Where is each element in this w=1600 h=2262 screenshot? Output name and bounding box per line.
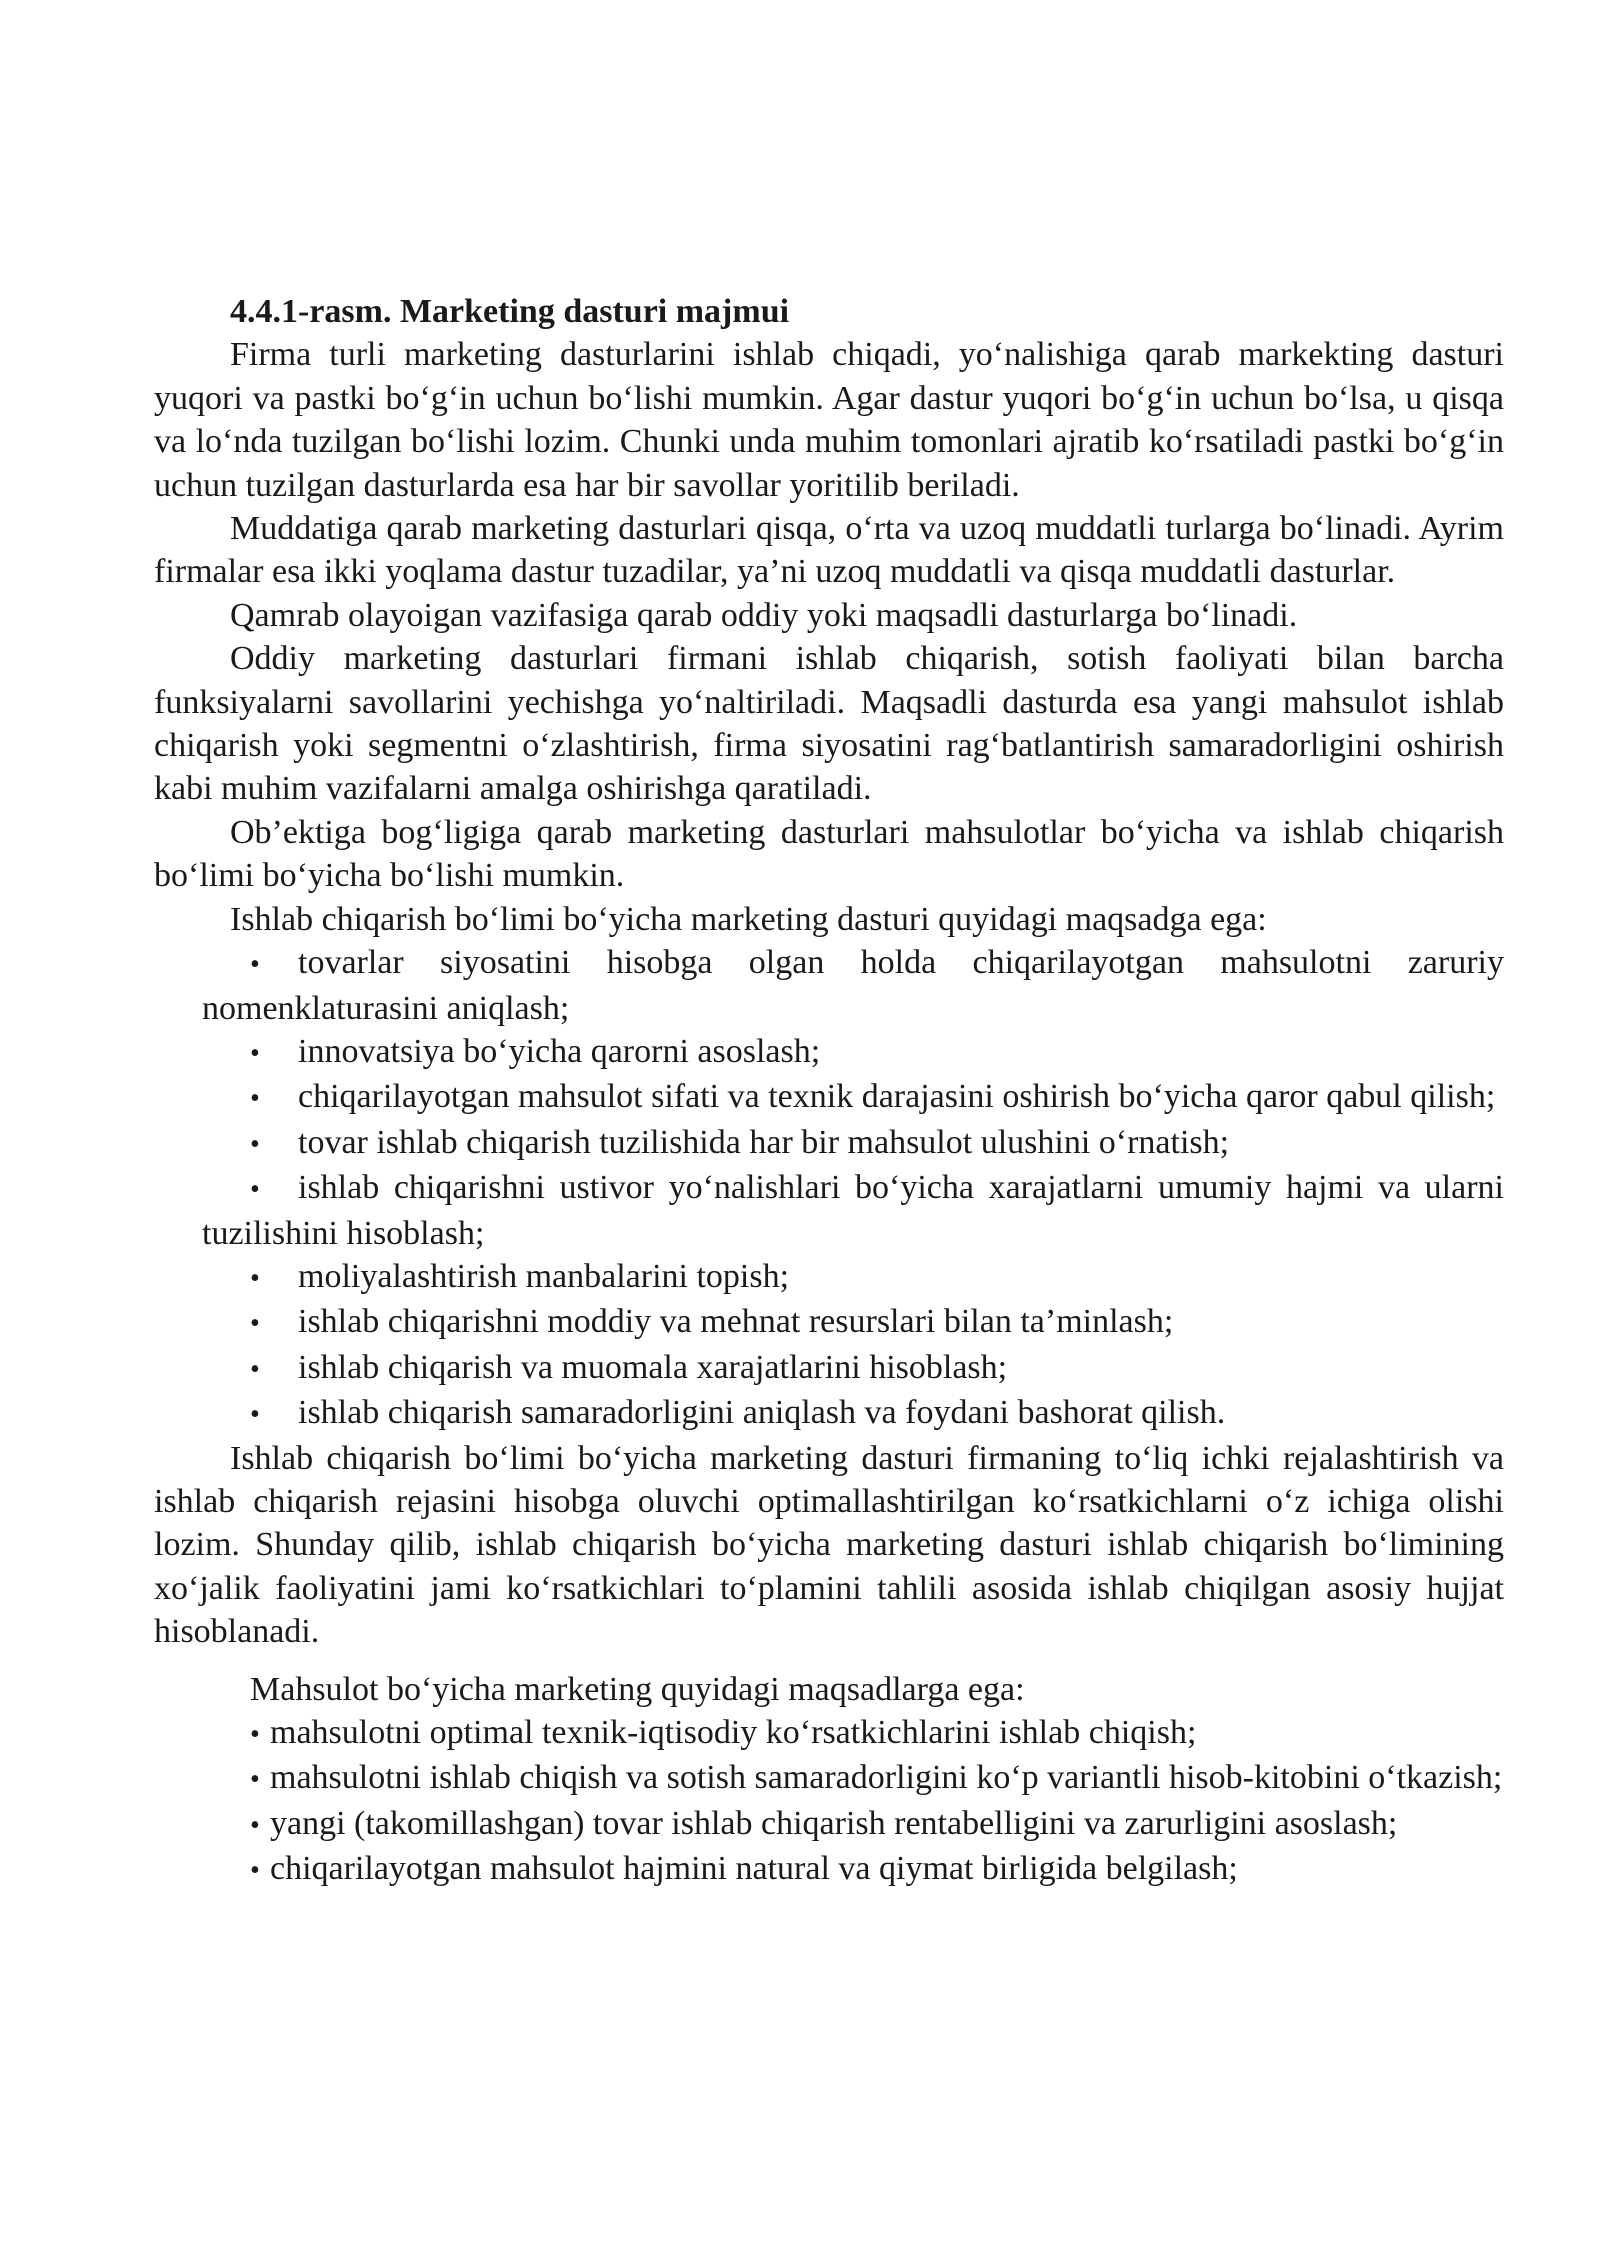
document-page <box>154 290 1504 1893</box>
list-item-text: chiqarilayotgan mahsulot sifati va texnik darajasini oshirish bo‘yicha qaror qabul qilish; <box>298 1078 1496 1116</box>
section-heading: Mahsulot bo‘yicha marketing quyidagi maqsadlarga ega: <box>250 1670 1025 1708</box>
bullet-icon: • <box>250 1719 260 1750</box>
bullet-icon: • <box>250 1308 260 1340</box>
list-item-text: innovatsiya bo‘yicha qarorni asoslash; <box>298 1032 821 1070</box>
figure-caption: 4.4.1-rasm. Marketing dasturi majmui <box>230 293 790 330</box>
bullet-icon: • <box>250 1353 260 1385</box>
paragraph: Muddatiga qarab marketing dasturlari qisqa, o‘rta va uzoq muddatli turlarga bo‘linadi. Ayrim firmalar esa ikki yoqlama dastur tuzadilar, ya’ni uzoq muddatli va qisqa muddatli dasturlar. <box>154 510 1504 591</box>
list-item-text: yangi (takomillashgan) tovar ishlab chiqarish rentabelligini va zarurligini asoslash; <box>270 1804 1398 1842</box>
paragraph: Ob’ektiga bog‘ligiga qarab marketing dasturlari mahsulotlar bo‘yicha va ishlab chiqarish bo‘limi bo‘yicha bo‘lishi mumkin. <box>154 813 1504 895</box>
bullet-icon: • <box>250 949 260 981</box>
list-item-text: ishlab chiqarishni moddiy va mehnat resurslari bilan ta’minlash; <box>298 1303 1174 1341</box>
bullet-icon: • <box>250 1855 260 1887</box>
list-item-text: moliyalashtirish manbalarini topish; <box>298 1257 790 1295</box>
bullet-icon: • <box>250 1128 260 1160</box>
list-item <box>202 1711 1504 1756</box>
bullet-list-product-goals <box>154 1711 1504 1893</box>
list-item <box>202 1346 1504 1391</box>
paragraph: Ishlab chiqarish bo‘limi bo‘yicha marketing dasturi quyidagi maqsadga ega: <box>230 900 1267 938</box>
list-item-text: ishlab chiqarish samaradorligini aniqlash va foydani bashorat qilish. <box>298 1394 1226 1432</box>
list-item <box>202 1802 1504 1847</box>
paragraph: Firma turli marketing dasturlarini ishlab chiqadi, yo‘nalishiga qarab markekting dasturi yuqori va pastki bo‘g‘in uchun bo‘lishi mumkin. Agar dastur yuqori bo‘g‘in uchun bo‘lsa, u qisqa va lo‘nda tuzilgan bo‘lishi lozim. Chunki unda muhim tomonlari ajratib ko‘rsatiladi pastki bo‘g‘in uchun tuzilgan dasturlarda esa har bir savollar yoritilib beriladi. <box>154 336 1504 504</box>
list-item-text: ishlab chiqarish va muomala xarajatlarini hisoblash; <box>298 1348 1008 1386</box>
list-item <box>202 1121 1504 1166</box>
list-item <box>202 1847 1504 1892</box>
bullet-icon: • <box>250 1262 260 1294</box>
list-item <box>202 1030 1504 1075</box>
bullet-icon: • <box>250 1809 260 1841</box>
list-item-text: ishlab chiqarishni ustivor yo‘nalishlari bo‘yicha xarajatlarni umumiy hajmi va ularni tuzilishini hisoblash; <box>202 1169 1504 1252</box>
list-item-text: mahsulotni ishlab chiqish va sotish samaradorligini ko‘p variantli hisob-kitobini o‘tkazish; <box>270 1759 1503 1797</box>
bullet-icon: • <box>250 1037 260 1069</box>
bullet-icon: • <box>250 1083 260 1115</box>
list-item-text: chiqarilayotgan mahsulot hajmini natural va qiymat birligida belgilash; <box>270 1850 1238 1888</box>
list-item <box>202 941 1504 1030</box>
list-item <box>202 1756 1504 1801</box>
list-item-text: mahsulotni optimal texnik-iqtisodiy ko‘rsatkichlarini ishlab chiqish; <box>270 1714 1197 1751</box>
paragraph: Qamrab olayoigan vazifasiga qarab oddiy yoki maqsadli dasturlarga bo‘linadi. <box>230 596 1298 634</box>
bullet-icon: • <box>250 1174 260 1206</box>
list-item-text: tovar ishlab chiqarish tuzilishida har bir mahsulot ulushini o‘rnatish; <box>298 1123 1230 1161</box>
list-item <box>202 1300 1504 1345</box>
bullet-icon: • <box>250 1399 260 1431</box>
list-item <box>202 1255 1504 1300</box>
list-item-text: tovarlar siyosatini hisobga olgan holda chiqarilayotgan mahsulotni zaruriy nomenklaturasini aniqlash; <box>202 944 1504 1027</box>
bullet-icon: • <box>250 1764 260 1796</box>
paragraph: Oddiy marketing dasturlari firmani ishlab chiqarish, sotish faoliyati bilan barcha funksiyalarni savollarini yechishga yo‘naltiriladi. Maqsadli dasturda esa yangi mahsulot ishlab chiqarish yoki segmentni o‘zlashtirish, firma siyosatini rag‘batlantirish samaradorligini oshirish kabi muhim vazifalarni amalga oshirishga qaratiladi. <box>154 640 1504 808</box>
list-item <box>202 1391 1504 1436</box>
bullet-list-production-goals <box>154 941 1504 1436</box>
paragraph: Ishlab chiqarish bo‘limi bo‘yicha marketing dasturi firmaning to‘liq ichki rejalashtirish va ishlab chiqarish rejasini hisobga oluvchi optimallashtirilgan ko‘rsatkichlarni o‘z ichiga olishi lozim. Shunday qilib, ishlab chiqarish bo‘yicha marketing dasturi ishlab chiqarish bo‘limining xo‘jalik faoliyatini jami ko‘rsatkichlari to‘plamini tahlili asosida ishlab chiqilgan asosiy hujjat hisoblanadi. <box>154 1439 1504 1651</box>
list-item <box>202 1075 1504 1120</box>
list-item <box>202 1166 1504 1255</box>
